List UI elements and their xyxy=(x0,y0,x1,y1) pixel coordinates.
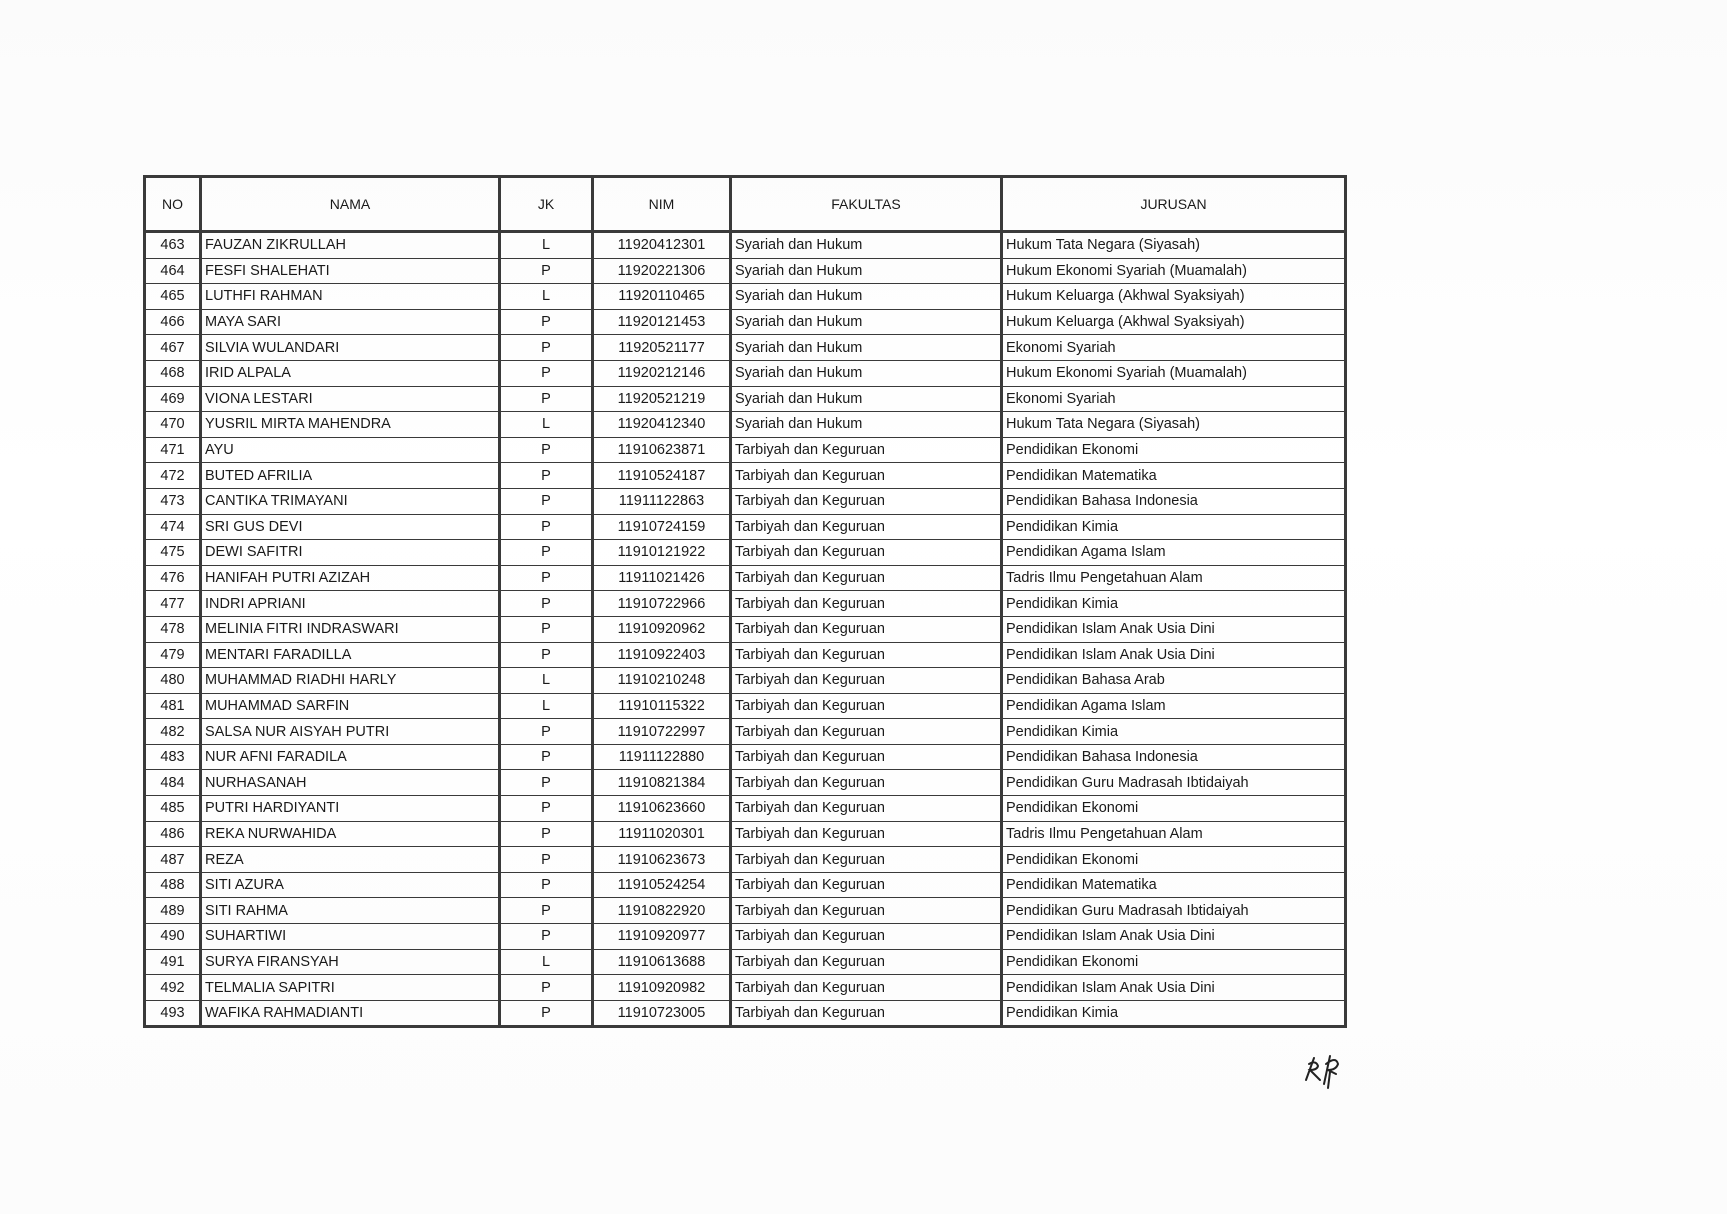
header-no: NO xyxy=(145,177,201,232)
cell-nama: AYU xyxy=(201,437,500,463)
cell-jurusan: Ekonomi Syariah xyxy=(1002,386,1346,412)
cell-nim: 11910121922 xyxy=(593,540,731,566)
cell-fakultas: Tarbiyah dan Keguruan xyxy=(731,821,1002,847)
cell-jurusan: Pendidikan Ekonomi xyxy=(1002,847,1346,873)
cell-no: 465 xyxy=(145,284,201,310)
cell-jurusan: Pendidikan Ekonomi xyxy=(1002,949,1346,975)
cell-nama: SITI AZURA xyxy=(201,872,500,898)
cell-no: 474 xyxy=(145,514,201,540)
table-row xyxy=(145,412,1346,438)
cell-nama: HANIFAH PUTRI AZIZAH xyxy=(201,565,500,591)
cell-nim: 11910623673 xyxy=(593,847,731,873)
cell-no: 466 xyxy=(145,309,201,335)
cell-no: 472 xyxy=(145,463,201,489)
cell-jurusan: Pendidikan Matematika xyxy=(1002,872,1346,898)
cell-no: 475 xyxy=(145,540,201,566)
header-jk: JK xyxy=(500,177,593,232)
cell-jurusan: Pendidikan Agama Islam xyxy=(1002,540,1346,566)
cell-no: 467 xyxy=(145,335,201,361)
cell-jurusan: Pendidikan Kimia xyxy=(1002,591,1346,617)
cell-jk: P xyxy=(500,744,593,770)
cell-no: 473 xyxy=(145,488,201,514)
cell-nama: REZA xyxy=(201,847,500,873)
table-row xyxy=(145,668,1346,694)
cell-nama: INDRI APRIANI xyxy=(201,591,500,617)
table-row xyxy=(145,232,1346,259)
cell-jk: P xyxy=(500,514,593,540)
header-row xyxy=(145,177,1346,232)
cell-no: 470 xyxy=(145,412,201,438)
cell-jk: P xyxy=(500,591,593,617)
cell-fakultas: Syariah dan Hukum xyxy=(731,309,1002,335)
cell-no: 484 xyxy=(145,770,201,796)
cell-fakultas: Tarbiyah dan Keguruan xyxy=(731,796,1002,822)
cell-jk: P xyxy=(500,719,593,745)
table-row xyxy=(145,437,1346,463)
cell-fakultas: Tarbiyah dan Keguruan xyxy=(731,642,1002,668)
table-row xyxy=(145,540,1346,566)
cell-fakultas: Syariah dan Hukum xyxy=(731,412,1002,438)
cell-jk: P xyxy=(500,540,593,566)
cell-nim: 11910722966 xyxy=(593,591,731,617)
cell-fakultas: Syariah dan Hukum xyxy=(731,284,1002,310)
cell-jk: P xyxy=(500,898,593,924)
cell-nama: FESFI SHALEHATI xyxy=(201,258,500,284)
cell-nama: YUSRIL MIRTA MAHENDRA xyxy=(201,412,500,438)
cell-jurusan: Pendidikan Ekonomi xyxy=(1002,796,1346,822)
cell-no: 471 xyxy=(145,437,201,463)
table-row xyxy=(145,744,1346,770)
cell-nim: 11910210248 xyxy=(593,668,731,694)
cell-no: 481 xyxy=(145,693,201,719)
cell-fakultas: Syariah dan Hukum xyxy=(731,335,1002,361)
cell-nim: 11911122863 xyxy=(593,488,731,514)
cell-no: 491 xyxy=(145,949,201,975)
cell-fakultas: Syariah dan Hukum xyxy=(731,258,1002,284)
cell-jk: P xyxy=(500,386,593,412)
cell-no: 488 xyxy=(145,872,201,898)
cell-fakultas: Tarbiyah dan Keguruan xyxy=(731,847,1002,873)
table-row xyxy=(145,924,1346,950)
cell-jk: P xyxy=(500,821,593,847)
header-jurusan: JURUSAN xyxy=(1002,177,1346,232)
cell-nama: BUTED AFRILIA xyxy=(201,463,500,489)
cell-nim: 11920212146 xyxy=(593,360,731,386)
table-row xyxy=(145,642,1346,668)
cell-jk: L xyxy=(500,232,593,259)
table-body xyxy=(145,232,1346,1027)
cell-jurusan: Pendidikan Bahasa Indonesia xyxy=(1002,744,1346,770)
cell-nama: FAUZAN ZIKRULLAH xyxy=(201,232,500,259)
cell-jk: P xyxy=(500,258,593,284)
cell-jk: L xyxy=(500,668,593,694)
cell-fakultas: Tarbiyah dan Keguruan xyxy=(731,872,1002,898)
cell-jk: P xyxy=(500,975,593,1001)
cell-nim: 11920110465 xyxy=(593,284,731,310)
cell-jurusan: Tadris Ilmu Pengetahuan Alam xyxy=(1002,821,1346,847)
cell-no: 485 xyxy=(145,796,201,822)
cell-nim: 11910623660 xyxy=(593,796,731,822)
cell-nim: 11910920977 xyxy=(593,924,731,950)
cell-nim: 11910623871 xyxy=(593,437,731,463)
cell-jurusan: Hukum Ekonomi Syariah (Muamalah) xyxy=(1002,360,1346,386)
cell-nim: 11920121453 xyxy=(593,309,731,335)
table-row xyxy=(145,1000,1346,1027)
cell-jurusan: Hukum Keluarga (Akhwal Syaksiyah) xyxy=(1002,309,1346,335)
cell-nim: 11910822920 xyxy=(593,898,731,924)
cell-fakultas: Syariah dan Hukum xyxy=(731,232,1002,259)
cell-nim: 11911020301 xyxy=(593,821,731,847)
cell-nim: 11911122880 xyxy=(593,744,731,770)
cell-no: 469 xyxy=(145,386,201,412)
cell-nim: 11910722997 xyxy=(593,719,731,745)
cell-jk: P xyxy=(500,360,593,386)
table-row xyxy=(145,284,1346,310)
cell-jurusan: Ekonomi Syariah xyxy=(1002,335,1346,361)
cell-nama: MAYA SARI xyxy=(201,309,500,335)
cell-nim: 11910920982 xyxy=(593,975,731,1001)
cell-jurusan: Pendidikan Ekonomi xyxy=(1002,437,1346,463)
cell-nama: MUHAMMAD SARFIN xyxy=(201,693,500,719)
cell-nama: CANTIKA TRIMAYANI xyxy=(201,488,500,514)
cell-fakultas: Tarbiyah dan Keguruan xyxy=(731,668,1002,694)
cell-jk: P xyxy=(500,565,593,591)
table-row xyxy=(145,335,1346,361)
cell-fakultas: Tarbiyah dan Keguruan xyxy=(731,1000,1002,1027)
cell-jurusan: Pendidikan Kimia xyxy=(1002,514,1346,540)
cell-jk: P xyxy=(500,437,593,463)
cell-no: 476 xyxy=(145,565,201,591)
cell-jk: P xyxy=(500,1000,593,1027)
cell-jurusan: Pendidikan Guru Madrasah Ibtidaiyah xyxy=(1002,898,1346,924)
cell-jurusan: Pendidikan Guru Madrasah Ibtidaiyah xyxy=(1002,770,1346,796)
table-row xyxy=(145,616,1346,642)
cell-jk: P xyxy=(500,642,593,668)
cell-no: 464 xyxy=(145,258,201,284)
cell-fakultas: Syariah dan Hukum xyxy=(731,386,1002,412)
cell-nim: 11910724159 xyxy=(593,514,731,540)
cell-no: 489 xyxy=(145,898,201,924)
cell-nama: DEWI SAFITRI xyxy=(201,540,500,566)
cell-jk: P xyxy=(500,924,593,950)
cell-nama: VIONA LESTARI xyxy=(201,386,500,412)
cell-nama: SILVIA WULANDARI xyxy=(201,335,500,361)
table-row xyxy=(145,591,1346,617)
header-nim: NIM xyxy=(593,177,731,232)
table-row xyxy=(145,975,1346,1001)
cell-jk: P xyxy=(500,770,593,796)
cell-fakultas: Tarbiyah dan Keguruan xyxy=(731,540,1002,566)
cell-nama: SUHARTIWI xyxy=(201,924,500,950)
cell-nim: 11920521219 xyxy=(593,386,731,412)
cell-fakultas: Tarbiyah dan Keguruan xyxy=(731,949,1002,975)
cell-nama: NUR AFNI FARADILA xyxy=(201,744,500,770)
cell-nama: SALSA NUR AISYAH PUTRI xyxy=(201,719,500,745)
cell-nama: MENTARI FARADILLA xyxy=(201,642,500,668)
cell-jurusan: Pendidikan Bahasa Arab xyxy=(1002,668,1346,694)
table-row xyxy=(145,949,1346,975)
cell-jurusan: Pendidikan Kimia xyxy=(1002,1000,1346,1027)
table-row xyxy=(145,847,1346,873)
cell-fakultas: Tarbiyah dan Keguruan xyxy=(731,591,1002,617)
table-row xyxy=(145,770,1346,796)
cell-nama: MELINIA FITRI INDRASWARI xyxy=(201,616,500,642)
cell-no: 486 xyxy=(145,821,201,847)
cell-fakultas: Tarbiyah dan Keguruan xyxy=(731,463,1002,489)
cell-nim: 11910524254 xyxy=(593,872,731,898)
cell-jurusan: Pendidikan Islam Anak Usia Dini xyxy=(1002,924,1346,950)
cell-nama: SURYA FIRANSYAH xyxy=(201,949,500,975)
table-row xyxy=(145,872,1346,898)
cell-nim: 11911021426 xyxy=(593,565,731,591)
cell-nama: IRID ALPALA xyxy=(201,360,500,386)
cell-jurusan: Pendidikan Islam Anak Usia Dini xyxy=(1002,975,1346,1001)
cell-fakultas: Tarbiyah dan Keguruan xyxy=(731,770,1002,796)
table-row xyxy=(145,258,1346,284)
cell-fakultas: Syariah dan Hukum xyxy=(731,360,1002,386)
cell-nim: 11910922403 xyxy=(593,642,731,668)
cell-fakultas: Tarbiyah dan Keguruan xyxy=(731,898,1002,924)
cell-nama: MUHAMMAD RIADHI HARLY xyxy=(201,668,500,694)
cell-no: 483 xyxy=(145,744,201,770)
cell-jurusan: Hukum Keluarga (Akhwal Syaksiyah) xyxy=(1002,284,1346,310)
cell-fakultas: Tarbiyah dan Keguruan xyxy=(731,616,1002,642)
cell-jk: P xyxy=(500,616,593,642)
cell-fakultas: Tarbiyah dan Keguruan xyxy=(731,488,1002,514)
cell-jk: L xyxy=(500,412,593,438)
table-row xyxy=(145,821,1346,847)
cell-no: 492 xyxy=(145,975,201,1001)
cell-jk: P xyxy=(500,796,593,822)
cell-nama: PUTRI HARDIYANTI xyxy=(201,796,500,822)
cell-fakultas: Tarbiyah dan Keguruan xyxy=(731,437,1002,463)
cell-no: 480 xyxy=(145,668,201,694)
cell-jk: P xyxy=(500,463,593,489)
cell-jurusan: Pendidikan Bahasa Indonesia xyxy=(1002,488,1346,514)
header-fakultas: FAKULTAS xyxy=(731,177,1002,232)
cell-jk: L xyxy=(500,284,593,310)
cell-jurusan: Hukum Ekonomi Syariah (Muamalah) xyxy=(1002,258,1346,284)
table-row xyxy=(145,898,1346,924)
cell-no: 478 xyxy=(145,616,201,642)
cell-nim: 11920221306 xyxy=(593,258,731,284)
cell-no: 487 xyxy=(145,847,201,873)
cell-jurusan: Pendidikan Islam Anak Usia Dini xyxy=(1002,616,1346,642)
table-row xyxy=(145,796,1346,822)
cell-fakultas: Tarbiyah dan Keguruan xyxy=(731,975,1002,1001)
table-row xyxy=(145,488,1346,514)
table-row xyxy=(145,360,1346,386)
cell-nim: 11910821384 xyxy=(593,770,731,796)
cell-nama: TELMALIA SAPITRI xyxy=(201,975,500,1001)
cell-fakultas: Tarbiyah dan Keguruan xyxy=(731,719,1002,745)
cell-no: 479 xyxy=(145,642,201,668)
cell-no: 493 xyxy=(145,1000,201,1027)
cell-nama: REKA NURWAHIDA xyxy=(201,821,500,847)
cell-nim: 11910920962 xyxy=(593,616,731,642)
cell-jk: P xyxy=(500,309,593,335)
cell-jurusan: Tadris Ilmu Pengetahuan Alam xyxy=(1002,565,1346,591)
cell-jk: P xyxy=(500,488,593,514)
handwritten-initials-icon xyxy=(1300,1050,1348,1090)
table-row xyxy=(145,693,1346,719)
cell-nim: 11920412301 xyxy=(593,232,731,259)
table-row xyxy=(145,386,1346,412)
table-row xyxy=(145,463,1346,489)
cell-nim: 11910115322 xyxy=(593,693,731,719)
cell-no: 482 xyxy=(145,719,201,745)
cell-jk: L xyxy=(500,693,593,719)
cell-jurusan: Hukum Tata Negara (Siyasah) xyxy=(1002,412,1346,438)
cell-nama: NURHASANAH xyxy=(201,770,500,796)
cell-nim: 11920521177 xyxy=(593,335,731,361)
cell-nama: LUTHFI RAHMAN xyxy=(201,284,500,310)
cell-fakultas: Tarbiyah dan Keguruan xyxy=(731,565,1002,591)
cell-fakultas: Tarbiyah dan Keguruan xyxy=(731,514,1002,540)
cell-jurusan: Pendidikan Matematika xyxy=(1002,463,1346,489)
cell-nim: 11910723005 xyxy=(593,1000,731,1027)
cell-nama: SRI GUS DEVI xyxy=(201,514,500,540)
table-row xyxy=(145,565,1346,591)
cell-jurusan: Pendidikan Kimia xyxy=(1002,719,1346,745)
cell-nama: WAFIKA RAHMADIANTI xyxy=(201,1000,500,1027)
cell-jk: P xyxy=(500,335,593,361)
cell-fakultas: Tarbiyah dan Keguruan xyxy=(731,744,1002,770)
header-nama: NAMA xyxy=(201,177,500,232)
cell-jk: P xyxy=(500,872,593,898)
cell-jurusan: Hukum Tata Negara (Siyasah) xyxy=(1002,232,1346,259)
cell-jk: L xyxy=(500,949,593,975)
cell-no: 477 xyxy=(145,591,201,617)
cell-no: 490 xyxy=(145,924,201,950)
cell-nim: 11920412340 xyxy=(593,412,731,438)
cell-jurusan: Pendidikan Agama Islam xyxy=(1002,693,1346,719)
cell-jk: P xyxy=(500,847,593,873)
cell-fakultas: Tarbiyah dan Keguruan xyxy=(731,693,1002,719)
cell-nim: 11910613688 xyxy=(593,949,731,975)
cell-nim: 11910524187 xyxy=(593,463,731,489)
cell-no: 468 xyxy=(145,360,201,386)
table-row xyxy=(145,719,1346,745)
cell-nama: SITI RAHMA xyxy=(201,898,500,924)
cell-fakultas: Tarbiyah dan Keguruan xyxy=(731,924,1002,950)
student-roster-table xyxy=(143,175,1347,1028)
table-row xyxy=(145,514,1346,540)
cell-jurusan: Pendidikan Islam Anak Usia Dini xyxy=(1002,642,1346,668)
cell-no: 463 xyxy=(145,232,201,259)
table-row xyxy=(145,309,1346,335)
table-header xyxy=(145,177,1346,232)
